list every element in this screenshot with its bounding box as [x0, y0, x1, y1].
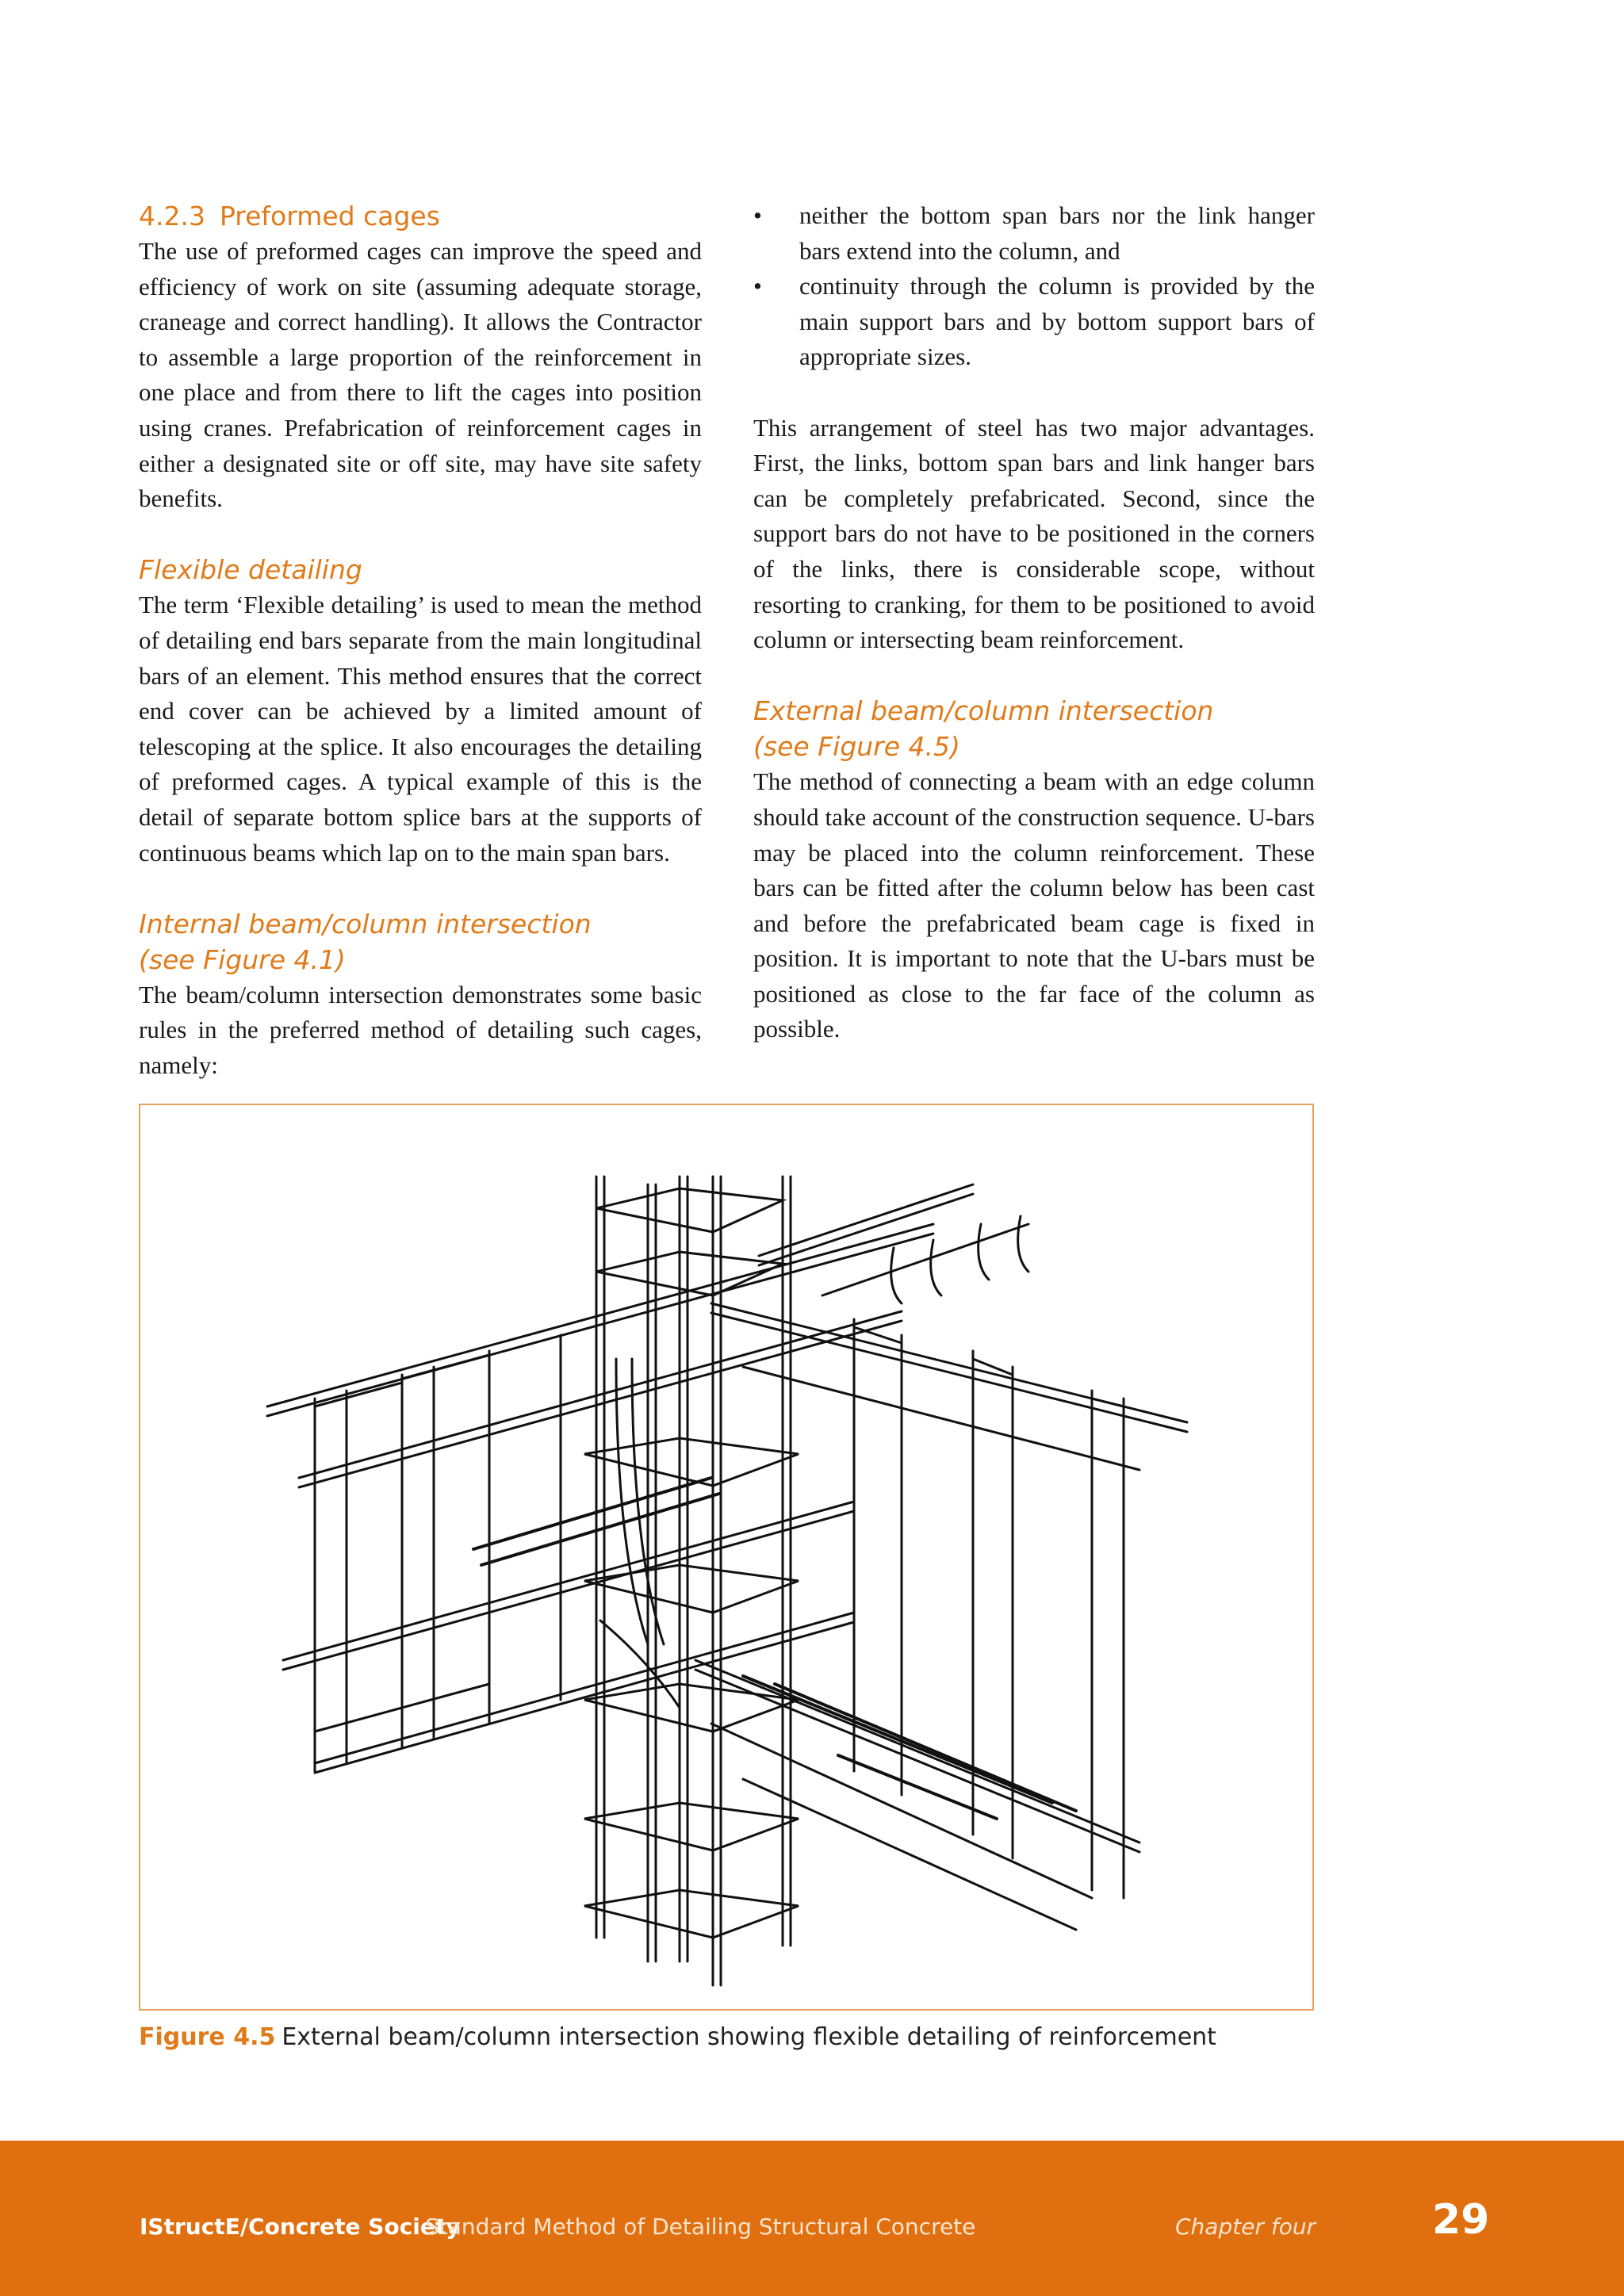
page-number: 29 [1432, 2196, 1490, 2244]
figure-frame [139, 1104, 1314, 2011]
flexible-detailing-paragraph: The term ‘Flexible detailing’ is used to mean the method of detailing end bars separate from the main longitudinal bars of an element. This method ensures that the correct end cover can be achieved by a limited amount of telescoping at the splice. It also encourages the detailing of preformed cages. A typical example of this is the detail of separate bottom splice bars at the supports of continuous beams which lap on to the main span bars. [139, 591, 702, 867]
right-beam-cage [695, 1303, 1187, 1930]
preformed-cages-paragraph: The use of preformed cages can improve the speed and efficiency of work on site (assuming adequate storage, craneage and correct handling). It allows the Contractor to assemble a large proportion of the reinforcement in one place and from there to lift the cages into position using cranes. Prefabrication of reinforcement cages in either a designated site or off site, may have site safety benefits. [139, 237, 702, 513]
section-title: Preformed cages [219, 201, 440, 232]
external-heading-line1: External beam/column intersection [753, 695, 1214, 727]
reinforcement-cage-illustration [140, 1105, 1312, 2009]
column-bars [596, 1177, 791, 1985]
flexible-detailing-heading: Flexible detailing [139, 554, 362, 586]
figure-caption [139, 2022, 1216, 2053]
external-intersection-paragraph: The method of connecting a beam with an edge column should take account of the construction sequence. U-bars may be placed into the column reinforcement. These bars can be fitted after the column below has been cast and before the prefabricated beam cage is fixed in position. It is important to note that the U-bars must be positioned as close to the far face of the column as possible. [753, 767, 1315, 1043]
section-heading [139, 198, 702, 234]
right-column [753, 198, 1315, 1047]
left-beam-cage [267, 1224, 933, 1773]
footer-book-title: Standard Method of Detailing Structural Concrete [425, 2214, 976, 2240]
section-number: 4.2.3 [139, 201, 205, 232]
top-bars [600, 1184, 1028, 1708]
splice-bars [473, 1478, 1076, 1819]
internal-heading-line2: (see Figure 4.1) [139, 943, 346, 975]
list-item [753, 269, 1315, 375]
figure-label: Figure 4.5 [139, 2023, 276, 2051]
bullet-symbol: • [753, 272, 762, 300]
figure-caption-text: External beam/column intersection showing flexible detailing of reinforcement [282, 2023, 1216, 2051]
footer-chapter: Chapter four [1175, 2214, 1316, 2240]
internal-heading-line1: Internal beam/column intersection [139, 908, 592, 939]
bullet-text: neither the bottom span bars nor the link hanger bars extend into the column, and [799, 201, 1315, 265]
external-intersection-heading [753, 693, 1315, 764]
internal-intersection-heading [139, 906, 702, 978]
bullet-text: continuity through the column is provided by the main support bars and by bottom support bars of appropriate sizes. [799, 272, 1315, 371]
internal-intersection-paragraph: The beam/column intersection demonstrates some basic rules in the preferred method of detailing such cages, namely: [139, 980, 702, 1079]
footer-organisation: IStructE/Concrete Society [140, 2214, 461, 2240]
advantages-paragraph: This arrangement of steel has two major advantages. First, the links, bottom span bars and link hanger bars can be completely prefabricated. Second, since the support bars do not have to be positioned in the corners of the links, there is considerable scope, without resorting to cranking, for them to be positioned to avoid column or intersecting beam reinforcement. [753, 413, 1315, 654]
list-item [753, 198, 1315, 269]
external-heading-line2: (see Figure 4.5) [753, 731, 960, 763]
left-column [139, 198, 702, 1083]
page-footer [0, 2141, 1624, 2296]
rules-list [753, 198, 1315, 375]
bullet-symbol: • [753, 201, 762, 229]
